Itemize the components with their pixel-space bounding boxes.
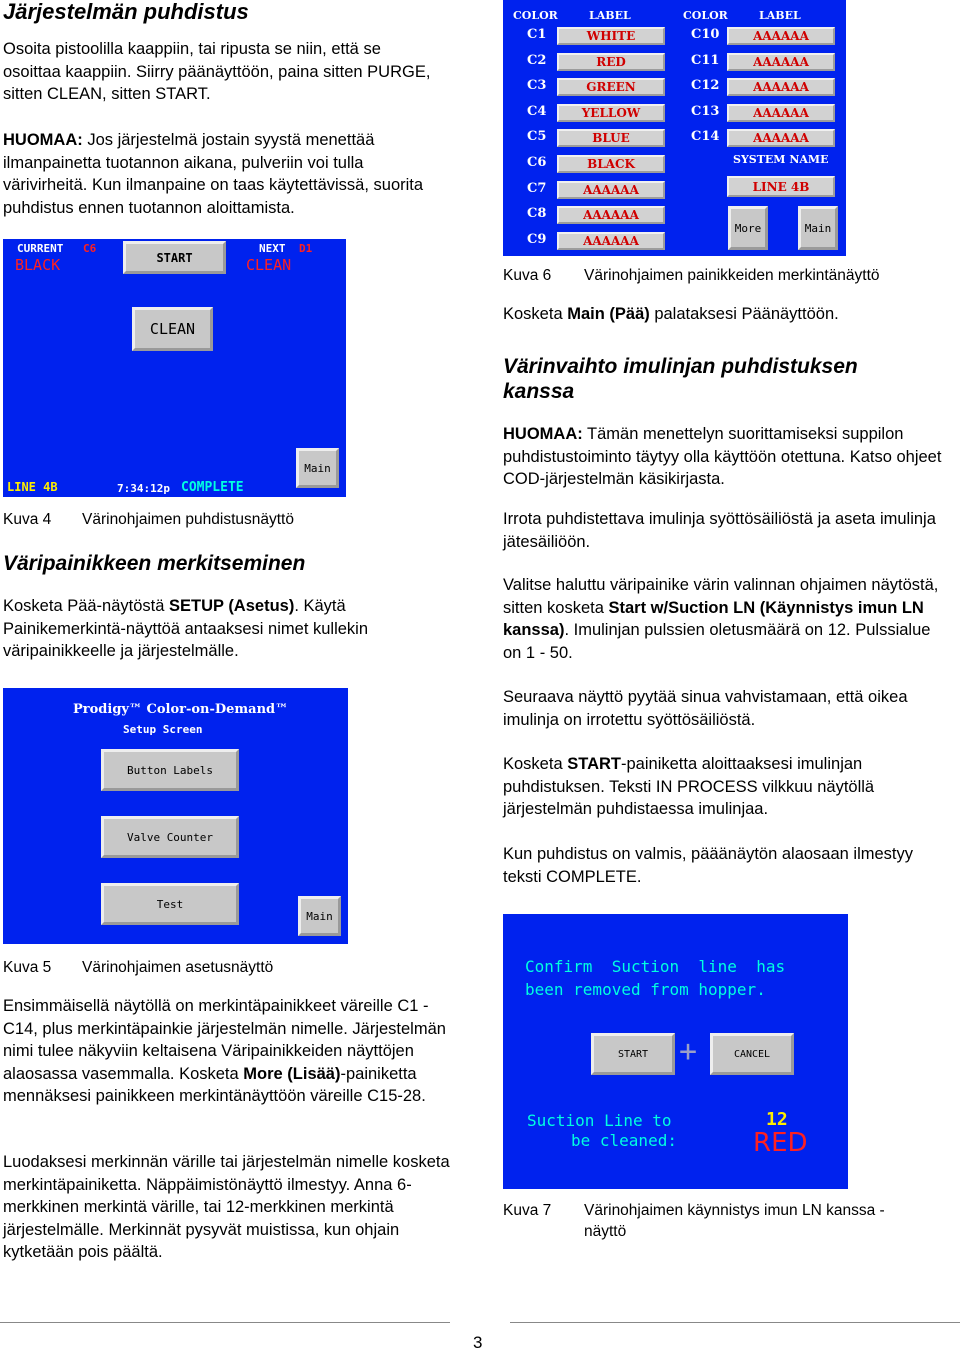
- figure-4-title: Värinohjaimen puhdistusnäyttö: [82, 511, 294, 528]
- main-button[interactable]: Main: [298, 896, 341, 936]
- paragraph-label-screen-info: [3, 995, 453, 1108]
- start-button[interactable]: START: [123, 241, 226, 274]
- current-code: C6: [83, 242, 97, 255]
- setup-subtitle: Setup Screen: [123, 723, 203, 736]
- start-suction-term: Start w/Suction LN (Käynnistys imun LN kanssa): [503, 598, 924, 639]
- confirm-suction-screen: [503, 914, 848, 1189]
- confirm-line-2: been removed from hopper.: [525, 980, 766, 999]
- pulse-count: 12: [766, 1109, 788, 1130]
- figure-5-number: Kuva 5: [3, 959, 52, 976]
- figure-4-number: Kuva 4: [3, 511, 52, 528]
- to-be-cleaned-label: be cleaned:: [571, 1131, 677, 1150]
- plus-icon: +: [679, 1034, 698, 1069]
- color-code-right: C12: [691, 78, 720, 94]
- paragraph-detach-line: Irrota puhdistettava imulinja syöttösäiliöstä ja aseta imulinja jätesäiliöön.: [503, 510, 936, 551]
- note-text: Tämän menettelyn suorittamiseksi suppilon puhdistustoiminto täytyy olla käyttöön otettuna. Katso ohjeet COD-järjestelmän käsikirjasta.: [503, 425, 942, 488]
- start-term: START: [567, 755, 621, 773]
- color-code-left: C5: [527, 129, 547, 145]
- next-color: CLEAN: [246, 256, 292, 274]
- next-code: D1: [299, 242, 313, 255]
- main-button[interactable]: Main: [296, 448, 339, 488]
- figure-4-caption: [3, 509, 51, 530]
- color-label-button[interactable]: BLACK: [557, 155, 665, 173]
- more-button[interactable]: More: [728, 206, 768, 250]
- text-part: Valitse haluttu väripainike värin valinnan ohjaimen näytöstä, sitten kosketa: [503, 576, 939, 617]
- text-part: Ensimmäisellä näytöllä on merkintäpainikkeet väreille C1 - C14, plus merkintäpainkie järjestelmän nimelle. Järjestelmän nimi tulee näkyviin keltaisena Väripainikkeiden näyttöjen alaosassa vasemmalla. Kosketa: [3, 997, 446, 1083]
- note-label: HUOMAA:: [503, 425, 583, 443]
- text-part: palataksesi Päänäyttöön.: [649, 305, 839, 323]
- color-code-left: C1: [527, 27, 547, 42]
- color-code-right: C13: [691, 103, 720, 119]
- color-code-right: C14: [691, 129, 720, 145]
- color-label-button[interactable]: BLUE: [557, 129, 665, 147]
- current-label: CURRENT: [17, 242, 64, 255]
- color-header-right: COLOR: [683, 9, 728, 22]
- figure-6-number: Kuva 6: [503, 267, 552, 284]
- setup-title: Prodigy™ Color-on-Demand™: [73, 702, 289, 717]
- paragraph-hopper-note: [503, 423, 958, 491]
- paragraph-select-color: [503, 574, 943, 664]
- clock-time: 7:34:12p: [117, 482, 170, 495]
- system-name-label: SYSTEM NAME: [733, 153, 829, 166]
- footer-rule-right: [510, 1322, 960, 1323]
- text-part: Kosketa Pää-näytöstä: [3, 597, 170, 615]
- page-number: 3: [473, 1333, 483, 1352]
- text-part: -painiketta aloittaaksesi imulinjan puhdistuksen. Teksti IN PROCESS vilkkuu näytöllä järjestelmän puhdistaessa imulinjaa.: [503, 755, 875, 818]
- paragraph-complete: Kun puhdistus on valmis, pääänäytön alaosaan ilmestyy teksti COMPLETE.: [503, 845, 913, 886]
- line-name: LINE 4B: [7, 480, 58, 494]
- paragraph-keyboard-entry: Luodaksesi merkinnän värille tai järjestelmän nimelle kosketa merkintäpainiketta. Näppäimistönäyttö ilmestyy. Anna 6-merkkinen merkintä värille, tai 12-merkkinen merkintä järjestelmälle. Merkinnät pysyvät muistissa, kun ohjain kytketään pois päältä.: [3, 1153, 450, 1261]
- paragraph-confirm-screen: Seuraava näyttö pyytää sinua vahvistamaan, että oikea imulinja on irrotettu syöttösäiliöstä.: [503, 688, 908, 729]
- status-complete: COMPLETE: [181, 480, 244, 495]
- color-code-left: C8: [527, 206, 547, 222]
- text-part: Kosketa: [503, 755, 568, 773]
- color-code-right: C10: [691, 27, 720, 42]
- main-term: Main (Pää): [567, 305, 650, 323]
- section-heading-suction-purge: Värinvaihto imulinjan puhdistuksen kanssa: [503, 355, 858, 403]
- text-part: . Imulinjan pulssien oletusmäärä on 12. Pulssialue on 1 - 50.: [503, 621, 931, 662]
- note-text: Jos järjestelmä jostain syystä menettää ilmanpainetta tuotannon aikana, pulveriin voi tulla värivirheitä. Kun ilmanpaine on taas käytettävissä, suorita puhdistus ennen tuotannon aloittamista.: [3, 131, 424, 217]
- paragraph-air-pressure-note: [3, 129, 443, 219]
- section-heading-system-purge: Järjestelmän puhdistus: [3, 0, 249, 24]
- label-header-right: LABEL: [759, 9, 801, 22]
- color-header-left: COLOR: [513, 9, 558, 22]
- figure-6-title: Värinohjaimen painikkeiden merkintänäyttö: [584, 267, 880, 284]
- color-label-button[interactable]: AAAAAA: [727, 104, 835, 122]
- text-part: . Käytä Painikemerkintä-näyttöä antaaksesi nimet kullekin väripainikkeelle ja järjestelmälle.: [3, 597, 369, 660]
- color-label-button[interactable]: AAAAAA: [557, 181, 665, 199]
- color-code-left: C4: [527, 103, 547, 119]
- color-label-button[interactable]: YELLOW: [557, 104, 665, 122]
- color-label-button[interactable]: AAAAAA: [557, 232, 665, 250]
- test-button[interactable]: Test: [101, 883, 239, 925]
- main-button[interactable]: Main: [798, 206, 838, 250]
- color-label-button[interactable]: AAAAAA: [727, 27, 835, 45]
- paragraph-setup-instructions: [3, 595, 443, 663]
- button-labels-button[interactable]: Button Labels: [101, 749, 239, 791]
- color-label-button[interactable]: WHITE: [557, 27, 665, 45]
- note-label: HUOMAA:: [3, 131, 83, 149]
- figure-7-title: Värinohjaimen käynnistys imun LN kanssa -näyttö: [584, 1202, 885, 1240]
- color-label-button[interactable]: AAAAAA: [557, 206, 665, 224]
- label-header-left: LABEL: [589, 9, 631, 22]
- start-button[interactable]: START: [591, 1033, 675, 1075]
- color-label-button[interactable]: AAAAAA: [727, 129, 835, 147]
- valve-counter-button[interactable]: Valve Counter: [101, 816, 239, 858]
- color-code-left: C2: [527, 52, 547, 68]
- figure-5-title: Värinohjaimen asetusnäyttö: [82, 959, 274, 976]
- line-color: RED: [753, 1128, 808, 1158]
- more-term: More (Lisää): [243, 1064, 341, 1083]
- figure-7-number: Kuva 7: [503, 1202, 552, 1219]
- color-label-button[interactable]: AAAAAA: [727, 78, 835, 96]
- color-code-left: C9: [527, 231, 547, 247]
- button-labels-screen: [503, 0, 846, 256]
- setup-term: SETUP (Asetus): [169, 597, 295, 615]
- suction-line-label: Suction Line to: [527, 1111, 672, 1130]
- paragraph-return-main: [503, 303, 953, 326]
- color-code-left: C6: [527, 155, 547, 170]
- color-label-button[interactable]: RED: [557, 53, 665, 71]
- paragraph-press-start: [503, 753, 943, 821]
- current-color: BLACK: [15, 256, 61, 274]
- setup-screen: [3, 688, 348, 944]
- confirm-line-1: Confirm Suction line has: [525, 957, 786, 976]
- system-name-button[interactable]: LINE 4B: [727, 176, 835, 197]
- paragraph-purge-instructions: Osoita pistoolilla kaappiin, tai ripusta se niin, että se osoittaa kaappiin. Siirry päänäyttöön, paina sitten PURGE, sitten CLEAN, sitten START.: [3, 40, 431, 103]
- section-heading-button-labels: Väripainikkeen merkitseminen: [3, 552, 306, 575]
- color-code-left: C7: [527, 180, 547, 196]
- purge-screen: [3, 239, 346, 497]
- color-code-right: C11: [691, 52, 720, 68]
- next-label: NEXT: [259, 242, 286, 255]
- footer-rule-left: [0, 1322, 450, 1323]
- text-part: -painiketta mennäksesi painikkeen merkintänäyttöön väreille C15-28.: [3, 1064, 426, 1105]
- cancel-button[interactable]: CANCEL: [710, 1033, 794, 1075]
- color-code-left: C3: [527, 78, 547, 94]
- color-label-button[interactable]: GREEN: [557, 78, 665, 96]
- clean-button[interactable]: CLEAN: [132, 307, 213, 351]
- text-part: Kosketa: [503, 305, 568, 323]
- color-label-button[interactable]: AAAAAA: [727, 53, 835, 71]
